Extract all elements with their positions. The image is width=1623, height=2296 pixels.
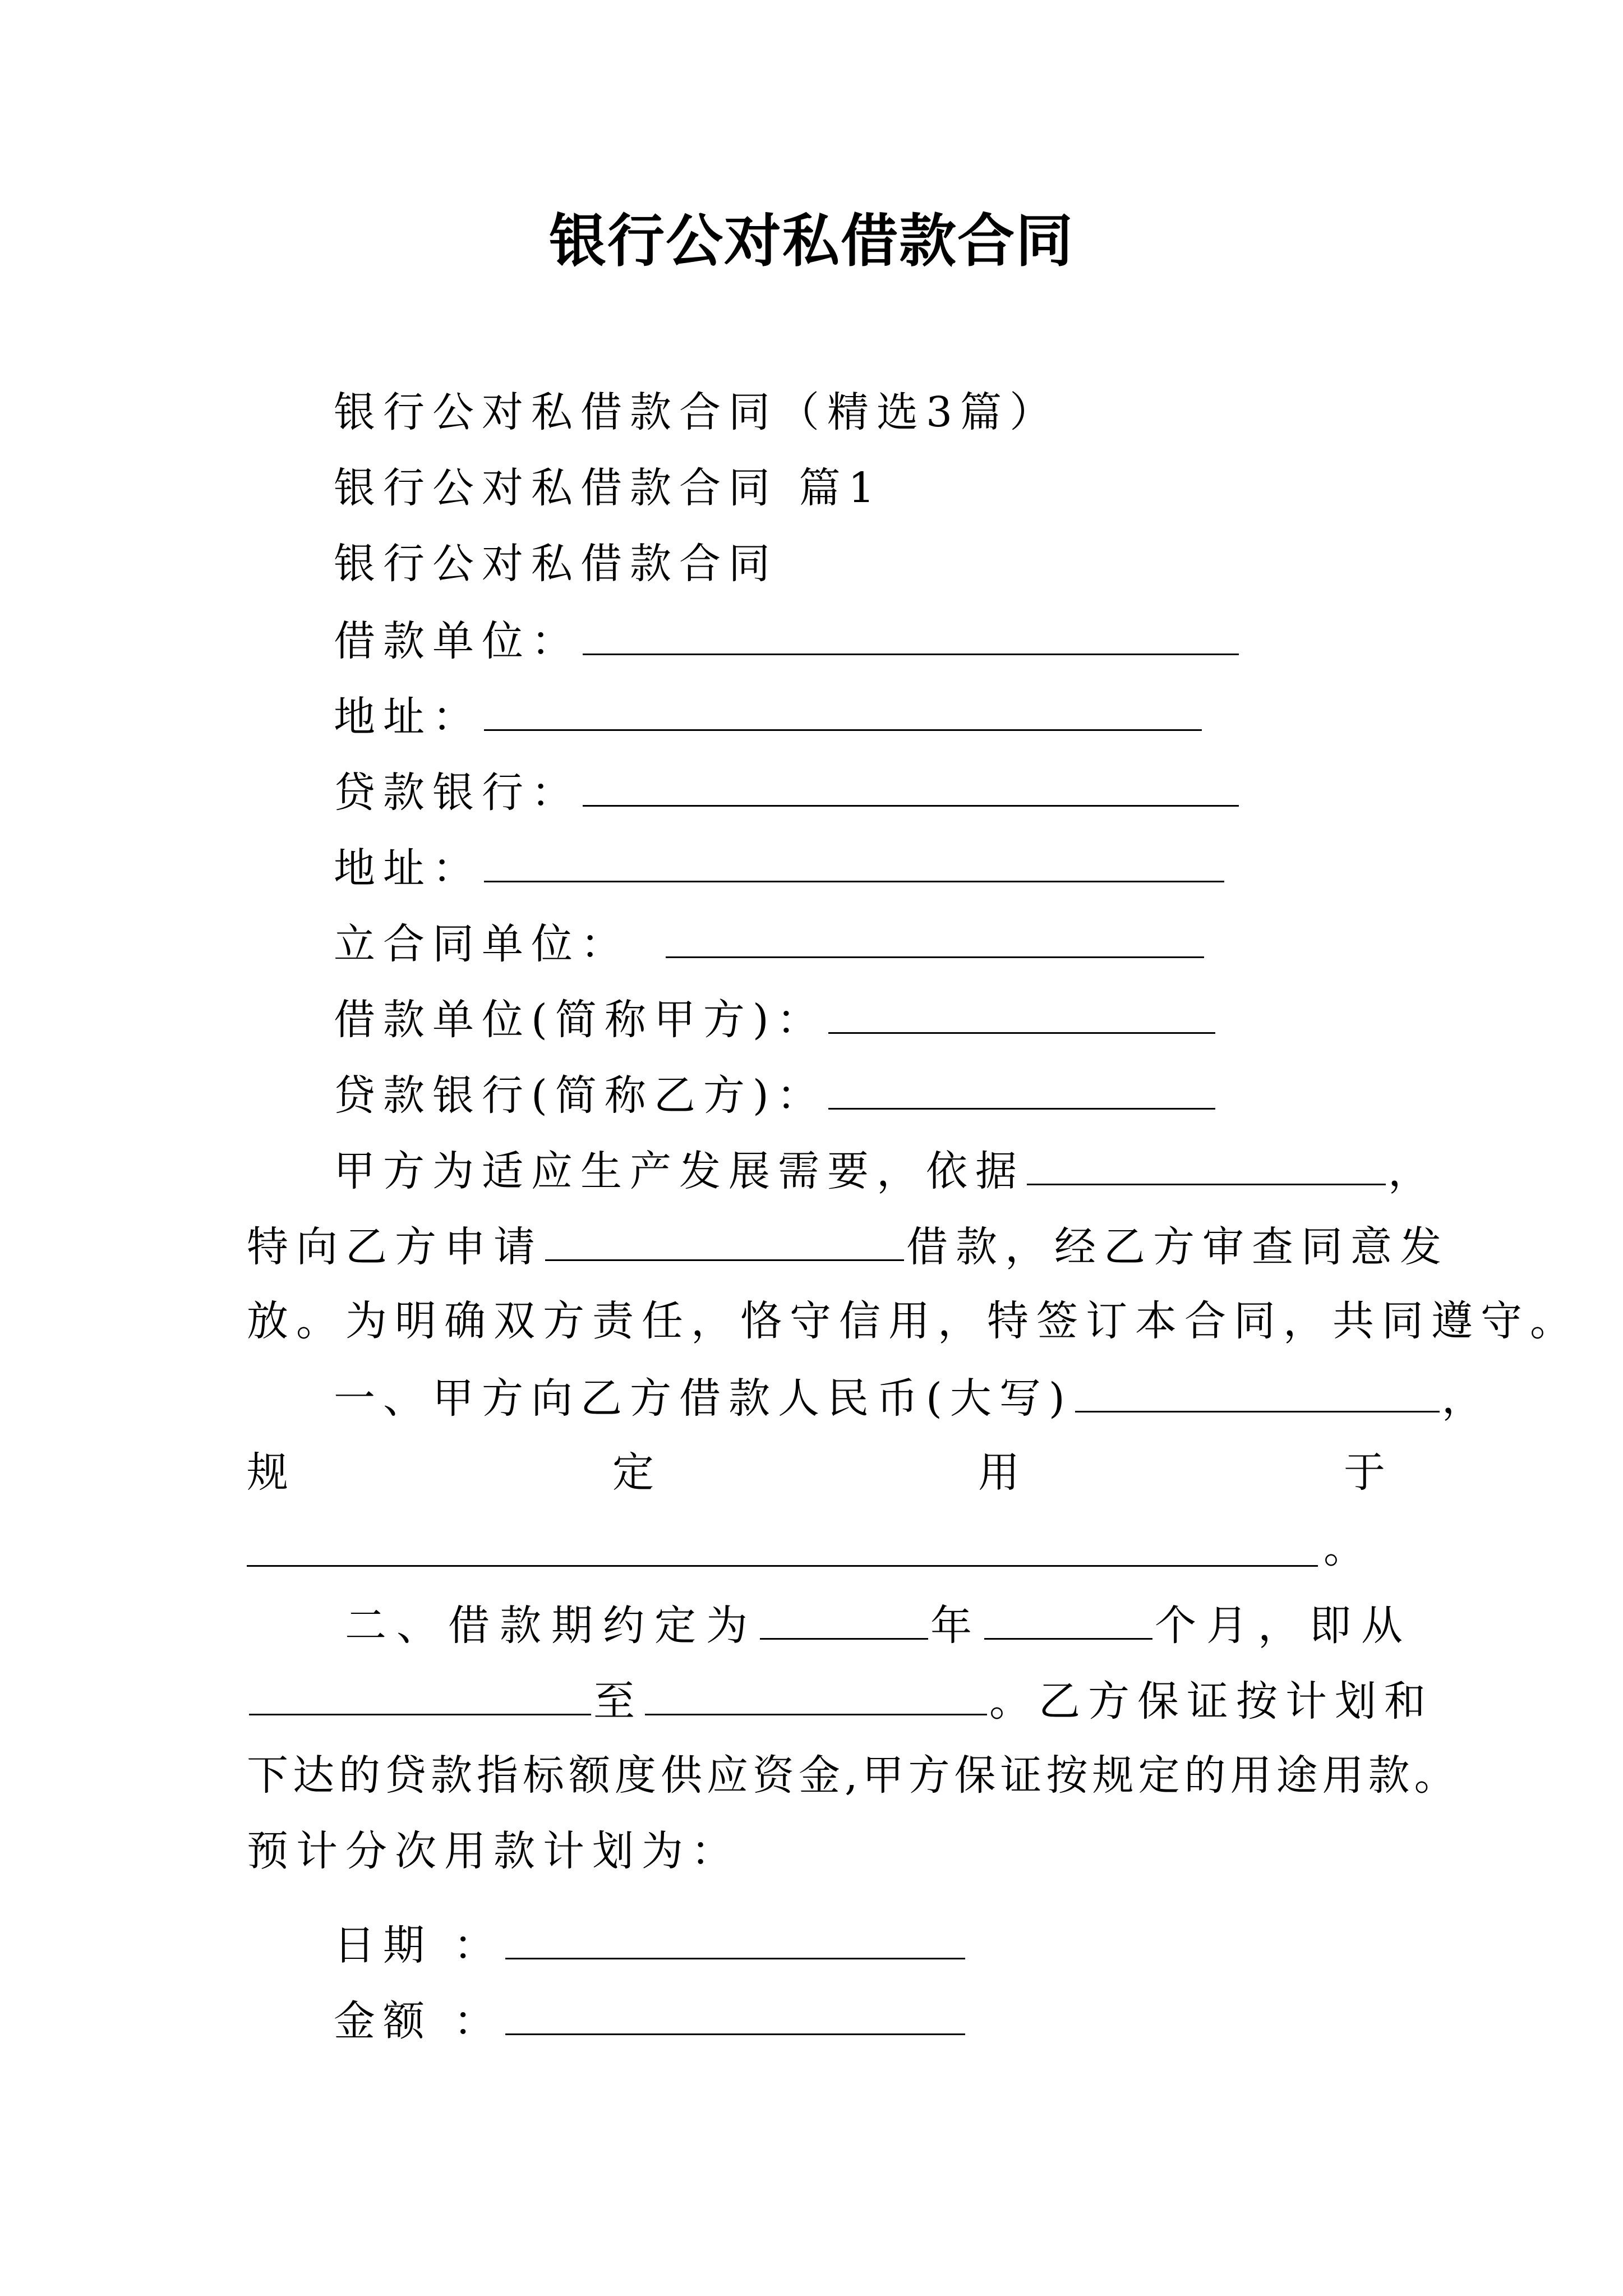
clause2-line1 [345, 1593, 1413, 1657]
clause1-line3-end: 。 [1324, 1524, 1373, 1572]
clause1-line2 [247, 1442, 1385, 1503]
text-span: 借款，经乙方审查同意发 [906, 1223, 1449, 1271]
field-label: 贷款银行： [334, 769, 580, 817]
field-label: 金额 ： [334, 1997, 503, 2045]
text-span: 甲方为适应生产发展需要，依据 [334, 1147, 1025, 1195]
clause2-line3: 下达的贷款指标额度供应资金,甲方保证按规定的用途用款。 [247, 1751, 1460, 1800]
blank-line [1027, 1139, 1386, 1185]
field-label: 地址： [334, 844, 482, 892]
document-title: 银行公对私借款合同 [549, 208, 1074, 275]
blank-line [645, 1669, 987, 1715]
field-lending-bank [334, 760, 1241, 823]
text-span: 年 [930, 1602, 982, 1650]
field-address-2 [334, 836, 1227, 899]
field-label: 日期 ： [334, 1921, 503, 1970]
blank-line [505, 1989, 965, 2035]
blank-line [666, 912, 1204, 958]
blank-line [1075, 1366, 1440, 1412]
field-label: 贷款银行(简称乙方)： [334, 1071, 826, 1120]
field-party-a [334, 987, 1218, 1051]
para1-line3: 放。为明确双方责任，恪守信用，特签订本合同，共同遵守。 [247, 1297, 1579, 1345]
text-span: 于 [1344, 1448, 1385, 1497]
blank-line [583, 609, 1239, 655]
clause2-line4: 预计分次用款计划为： [247, 1827, 740, 1875]
field-label: 借款单位： [334, 617, 580, 665]
field-borrower-unit [334, 609, 1241, 672]
plan-amount [334, 1989, 967, 2052]
para1-line2 [247, 1214, 1449, 1278]
blank-line [484, 684, 1202, 731]
text-span: 至 [593, 1677, 643, 1726]
blank-line [828, 987, 1215, 1034]
clause1-line1 [334, 1366, 1491, 1429]
text-span: 个月，即从 [1155, 1602, 1413, 1650]
blank-line [984, 1593, 1152, 1640]
field-address-1 [334, 684, 1204, 748]
text-span: 。乙方保证按计划和 [989, 1677, 1433, 1726]
field-label: 地址： [334, 693, 482, 741]
text-span: 用 [978, 1448, 1020, 1497]
blank-line [505, 1913, 965, 1959]
field-party-b [334, 1063, 1218, 1126]
blank-line [828, 1063, 1215, 1110]
text-span: 二、借款期约定为 [345, 1602, 758, 1650]
text-span: ， [1388, 1147, 1437, 1195]
plan-date [334, 1913, 967, 1976]
para1-line1 [334, 1139, 1437, 1202]
field-label: 借款单位(简称甲方)： [334, 996, 826, 1044]
text-span: 规 [247, 1448, 288, 1497]
text-span: 一、甲方向乙方借款人民币(大写) [334, 1374, 1073, 1423]
part-heading: 银行公对私借款合同 篇1 [334, 464, 883, 512]
text-span: 定 [612, 1448, 654, 1497]
blank-line [760, 1593, 928, 1640]
blank-line [545, 1214, 904, 1261]
field-label: 立合同单位： [334, 920, 630, 968]
blank-line [484, 836, 1224, 882]
blank-line [583, 760, 1239, 807]
subtitle: 银行公对私借款合同（精选3篇） [334, 388, 1059, 436]
field-contracting-units [334, 912, 1206, 975]
text-span: 特向乙方申请 [247, 1223, 543, 1271]
clause2-line2 [247, 1669, 1433, 1732]
text-span: ， [1441, 1374, 1491, 1423]
blank-line [247, 1565, 1318, 1567]
contract-name: 银行公对私借款合同 [334, 540, 778, 588]
blank-line [249, 1669, 591, 1715]
